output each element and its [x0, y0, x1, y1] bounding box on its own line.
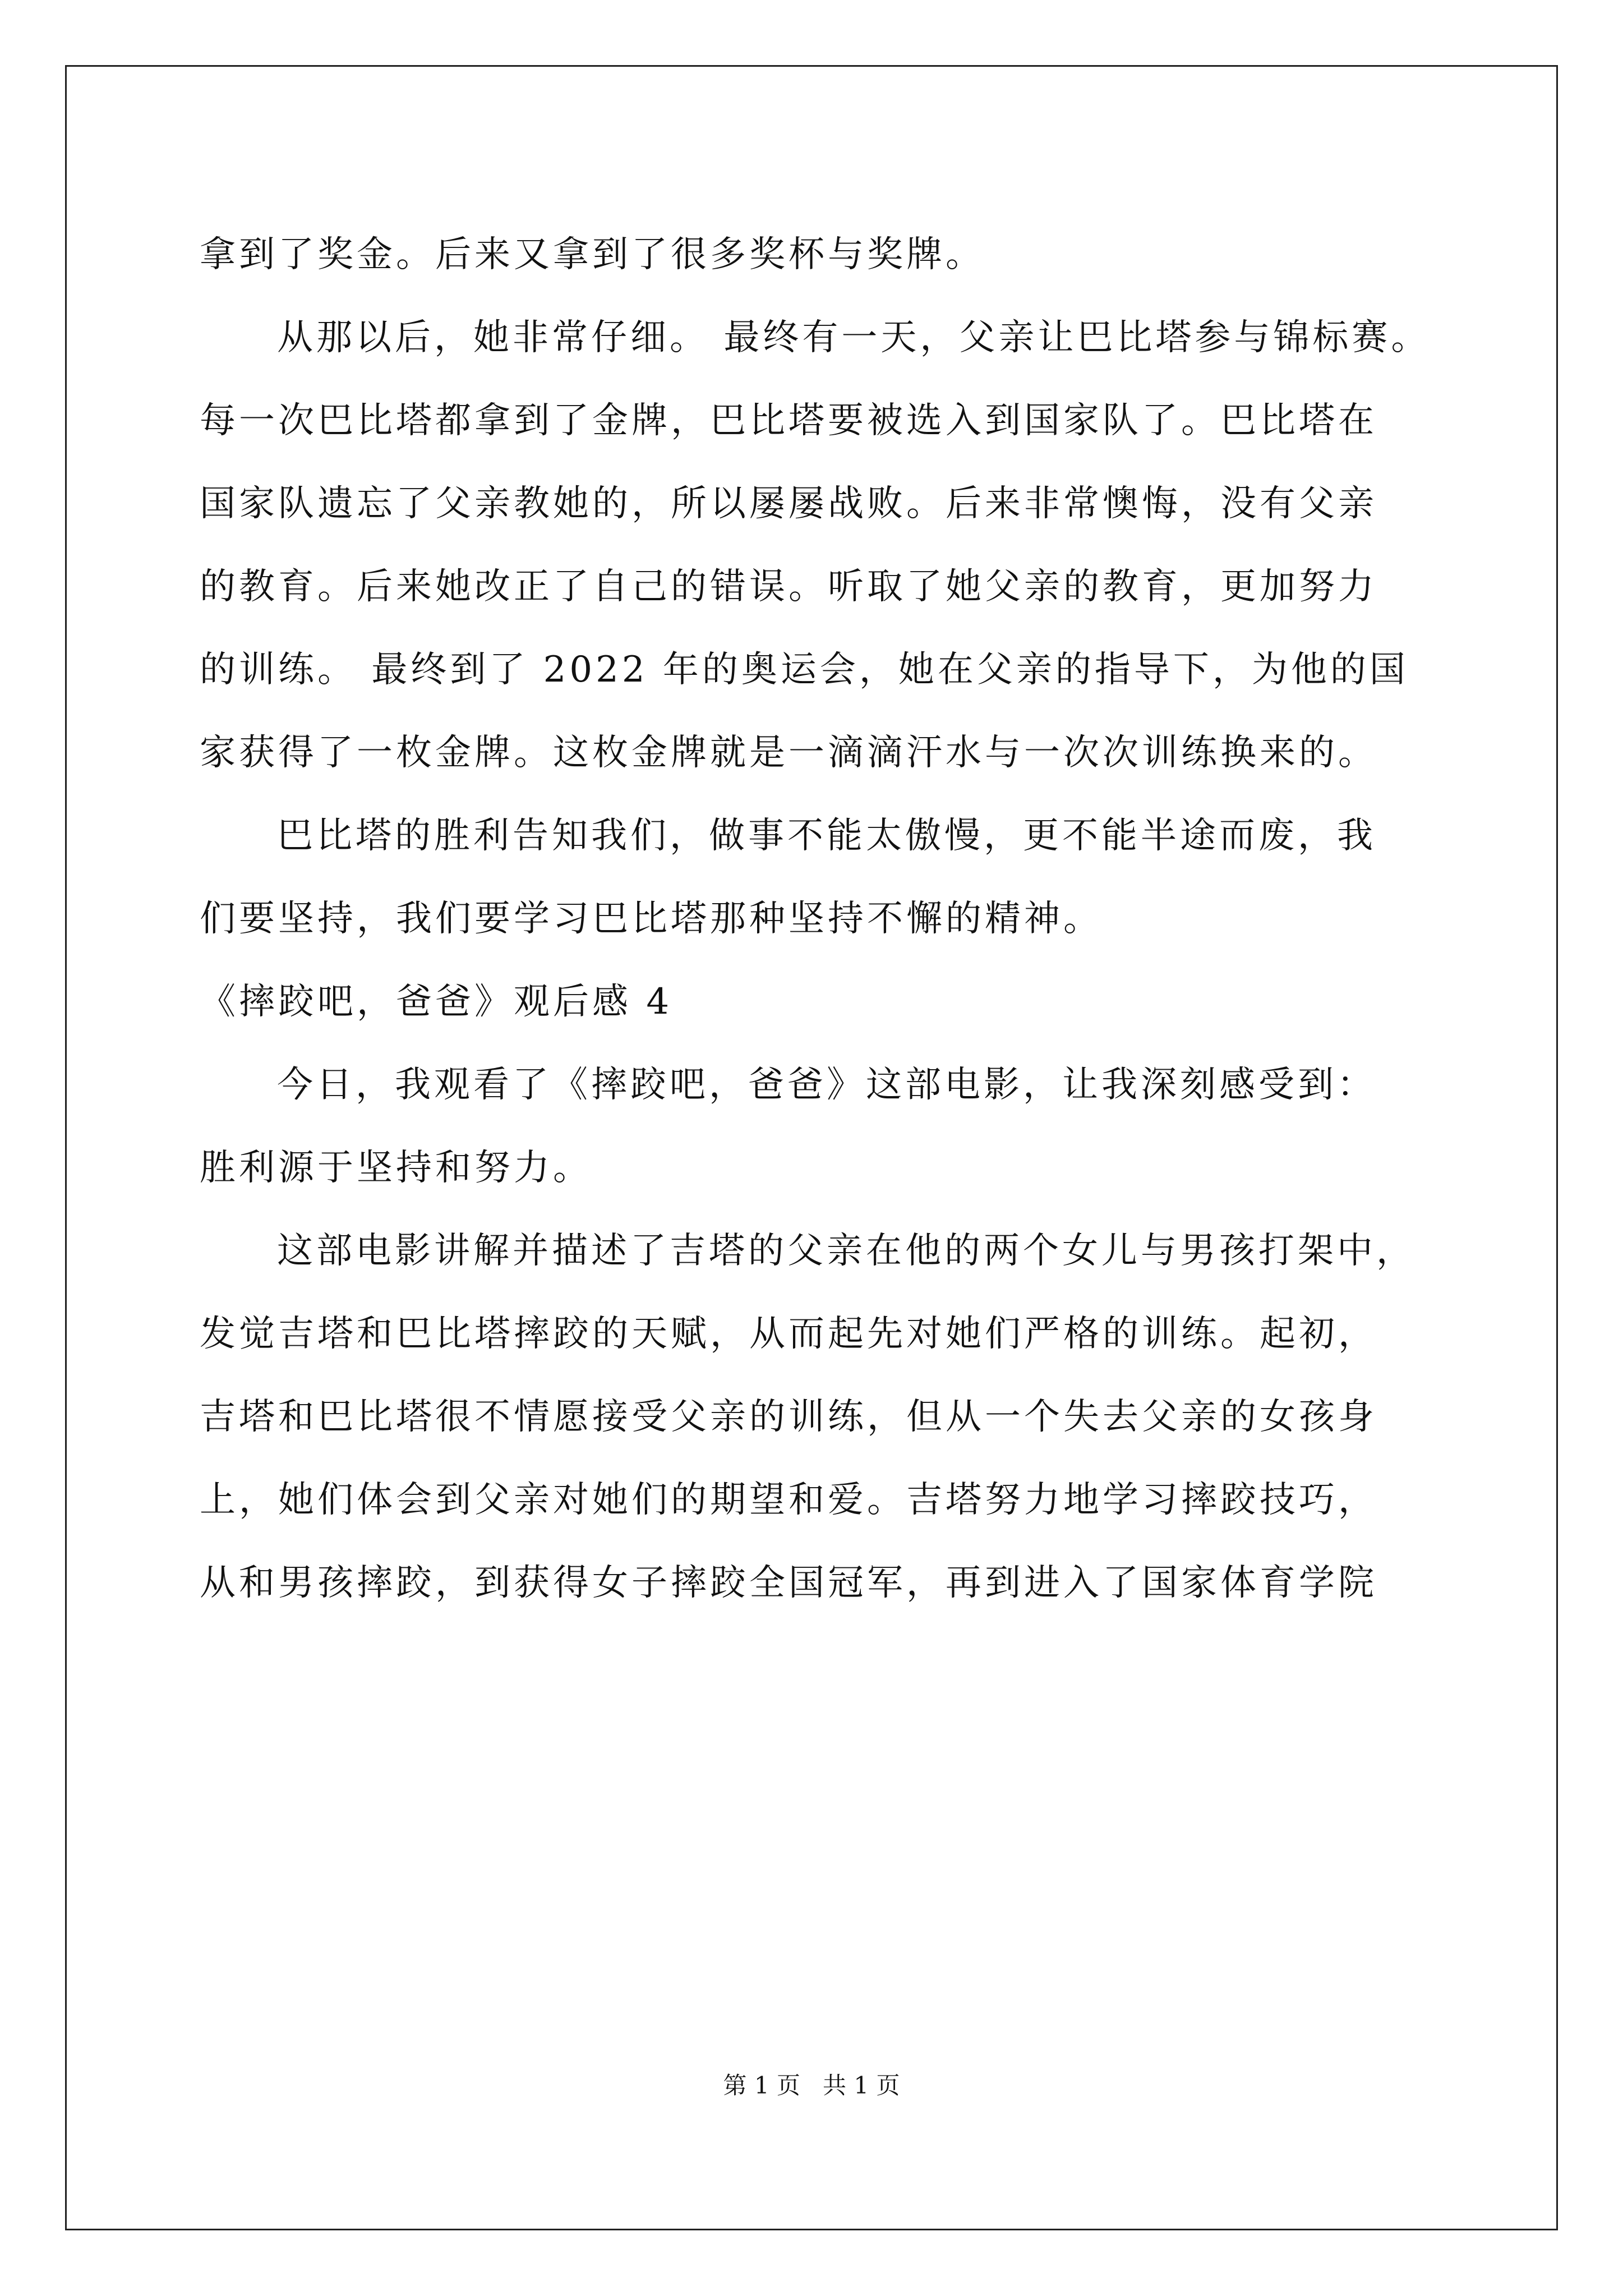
- text-line: 胜利源于坚持和努力。: [200, 1147, 592, 1189]
- section-heading: 《摔跤吧，爸爸》观后感 4: [200, 981, 673, 1023]
- text-line: 们要坚持，我们要学习巴比塔那种坚持不懈的精神。: [200, 898, 1103, 940]
- text-line: 发觉吉塔和巴比塔摔跤的天赋，从而起先对她们严格的训练。起初，: [200, 1313, 1377, 1355]
- text-line: 每一次巴比塔都拿到了金牌，巴比塔要被选入到国家队了。巴比塔在: [200, 400, 1377, 441]
- text-line: 这部电影讲解并描述了吉塔的父亲在他的两个女儿与男孩打架中，: [277, 1230, 1415, 1272]
- text-line: 国家队遗忘了父亲教她的，所以屡屡战败。后来非常懊悔，没有父亲: [200, 483, 1377, 524]
- text-line: 家获得了一枚金牌。这枚金牌就是一滴滴汗水与一次次训练换来的。: [200, 732, 1377, 774]
- text-line: 拿到了奖金。后来又拿到了很多奖杯与奖牌。: [200, 234, 985, 275]
- text-line: 的教育。后来她改正了自己的错误。听取了她父亲的教育，更加努力: [200, 566, 1377, 608]
- page-number-footer: 第 1 页 共 1 页: [723, 2072, 900, 2099]
- text-line: 从和男孩摔跤，到获得女子摔跤全国冠军，再到进入了国家体育学院: [200, 1562, 1377, 1604]
- text-line: 今日，我观看了《摔跤吧，爸爸》这部电影，让我深刻感受到：: [277, 1064, 1376, 1106]
- text-line: 的训练。 最终到了 2022 年的奥运会，她在父亲的指导下，为他的国: [200, 649, 1409, 691]
- text-line: 吉塔和巴比塔很不情愿接受父亲的训练，但从一个失去父亲的女孩身: [200, 1396, 1377, 1438]
- text-line: 上，她们体会到父亲对她们的期望和爱。吉塔努力地学习摔跤技巧，: [200, 1479, 1377, 1521]
- text-line: 从那以后，她非常仔细。 最终有一天，父亲让巴比塔参与锦标赛。: [277, 317, 1431, 358]
- text-line: 巴比塔的胜利告知我们，做事不能太傲慢，更不能半途而废，我: [277, 815, 1376, 857]
- document-body: [200, 213, 1461, 1625]
